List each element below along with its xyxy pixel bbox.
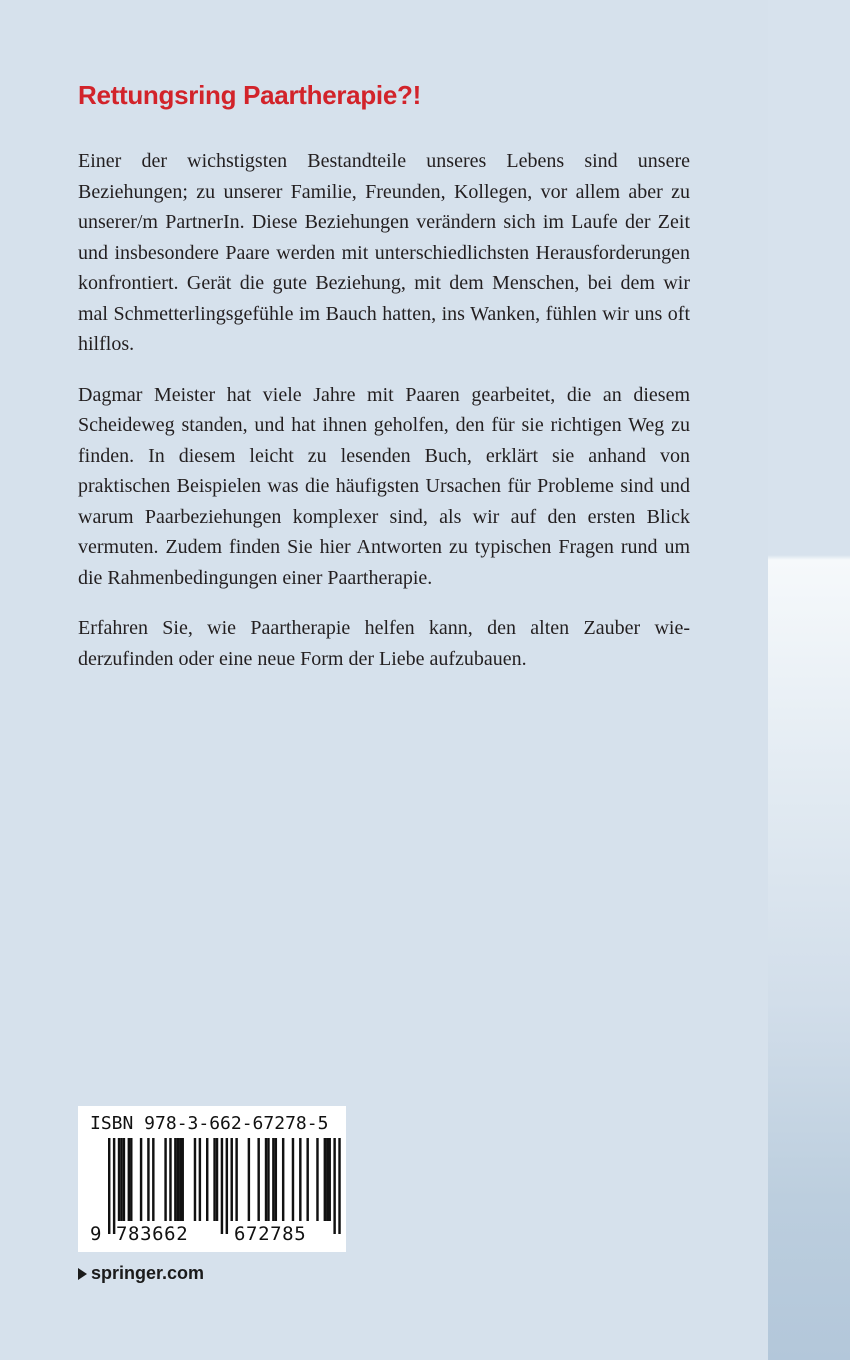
barcode-digits-left: 783662 [116,1223,189,1245]
barcode-bar [206,1138,208,1221]
blurb-paragraph-3: Erfahren Sie, wie Paartherapie helfen kann, den alten Zauber wiederzufinden oder eine neue Form der Liebe aufzubauen. [78,617,690,670]
spine-edge-strip [768,0,850,1360]
barcode-bar [329,1138,331,1221]
barcode-bar [292,1138,294,1221]
barcode-bar [182,1138,184,1221]
barcode-bar [130,1138,132,1221]
barcode-digits-right: 672785 [234,1223,307,1245]
barcode-guard-bar [226,1138,228,1234]
barcode-bar [326,1138,328,1221]
book-blurb-title: Rettungsring Paartherapie?! [78,80,421,110]
barcode-bar [147,1138,149,1221]
barcode-bar [120,1138,122,1221]
barcode-bar [306,1138,308,1221]
barcode-bar [272,1138,274,1221]
barcode-bar [177,1138,179,1221]
barcode-bar [248,1138,250,1221]
barcode-bar [213,1138,215,1221]
barcode-bar [235,1138,237,1221]
barcode-bar [199,1138,201,1221]
arrow-right-icon [78,1268,87,1280]
barcode-bar [128,1138,130,1221]
barcode-bar [257,1138,259,1221]
isbn-barcode [78,1106,346,1252]
barcode-bar [174,1138,176,1221]
barcode-bar [299,1138,301,1221]
barcode-guard-bar [333,1138,335,1234]
barcode-bar [282,1138,284,1221]
barcode-bar [216,1138,218,1221]
publisher-link[interactable] [78,1263,204,1284]
barcode-bar [169,1138,171,1221]
blurb-paragraph-1: Einer der wichstigsten Bestandteile unseres Lebens sind unsere Beziehungen; zu unserer Familie, Freunden, Kollegen, vor allem aber zu unserer/m PartnerIn. Diese Beziehungen verändern sich im Laufe der Zeit und insbesondere Paare werden mit unterschiedlichsten Herausforderungen konfrontiert. Gerät die gute Beziehung, mit dem Menschen, bei dem wir mal Schmetterlingsgefühle im Bauch hatten, ins Wanken, fühlen wir uns oft hilflos. [78,150,690,355]
barcode-guard-bar [221,1138,223,1234]
barcode-bar [265,1138,267,1221]
barcode-guard-bar [113,1138,115,1234]
barcode-bar [275,1138,277,1221]
barcode-guard-bar [108,1138,110,1234]
barcode-bar [179,1138,181,1221]
barcode-bar [194,1138,196,1221]
blurb-body [78,146,690,674]
isbn-number: ISBN 978-3-662-67278-5 [90,1113,329,1134]
barcode-bar [123,1138,125,1221]
back-cover-content [78,78,690,694]
barcode-bar [118,1138,120,1221]
barcode-bar [316,1138,318,1221]
barcode-bar [267,1138,269,1221]
barcode-bar [152,1138,154,1221]
blurb-paragraph-2: Dagmar Meister hat viele Jahre mit Paaren gearbeitet, die an diesem Scheideweg standen, und hat ihnen geholfen, den für sie richtigen Weg zu finden. In diesem leicht zu lesenden Buch, erklärt sie anhand von praktischen Beispielen was die häufigsten Ursachen für Probleme sind und warum Paarbeziehungen komplexer sind, als wir auf den ersten Blick vermuten. Zudem finden Sie hier Antworten zu typischen Fragen rund um die Rahmenbedingungen einer Paartherapie. [78,383,690,589]
barcode-bar [164,1138,166,1221]
barcode-bar [324,1138,326,1221]
publisher-url: springer.com [91,1263,205,1283]
barcode-bar [140,1138,142,1221]
barcode-digit-first: 9 [90,1223,102,1245]
barcode-guard-bar [338,1138,340,1234]
barcode-bar [231,1138,233,1221]
